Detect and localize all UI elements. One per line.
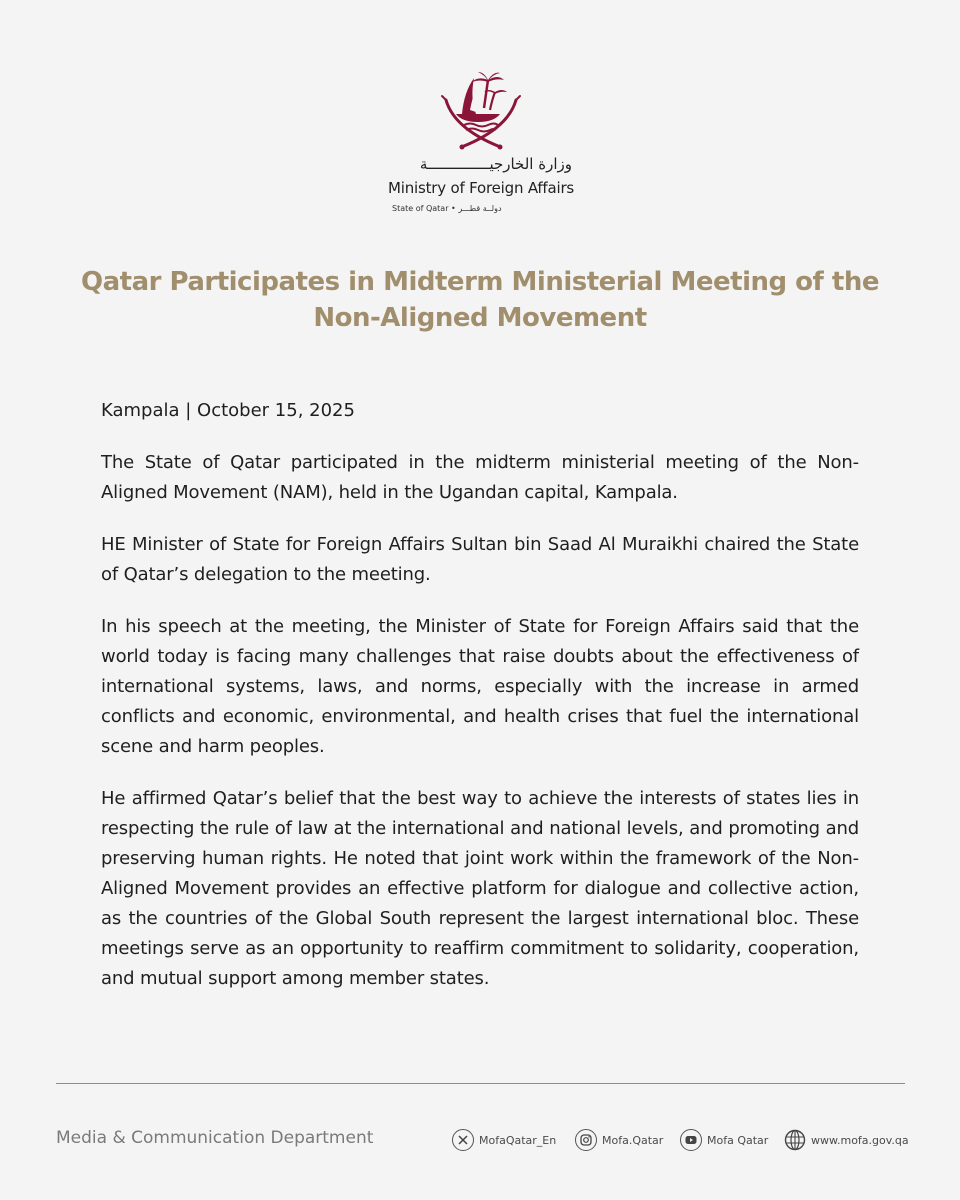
article-paragraph-1: The State of Qatar participated in the midterm ministerial meeting of the Non-Aligned Movement (NAM), held in the Ugandan capital, Kampala. — [101, 452, 859, 503]
footer-divider — [56, 1083, 905, 1084]
instagram-handle: Mofa.Qatar — [602, 1133, 664, 1147]
article-paragraph-2: HE Minister of State for Foreign Affairs Sultan bin Saad Al Muraikhi chaired the State of Qatar’s delegation to the meeting. — [101, 534, 859, 585]
website-link[interactable] — [784, 1128, 909, 1152]
x-icon — [452, 1129, 474, 1151]
instagram-icon — [575, 1129, 597, 1151]
qatar-emblem-logo — [440, 70, 522, 152]
state-of-qatar-line: State of Qatar • دولــة قطـــر — [392, 204, 502, 213]
website-url: www.mofa.gov.qa — [811, 1133, 909, 1147]
article-body — [101, 396, 859, 1016]
department-name: Media & Communication Department — [56, 1128, 374, 1148]
ministry-name-arabic: وزارة الخارجيــــــــــــــة — [419, 155, 572, 173]
youtube-social-link[interactable] — [680, 1128, 768, 1152]
youtube-icon — [680, 1129, 702, 1151]
article-paragraph-4: He affirmed Qatar’s belief that the best way to achieve the interests of states lies in respecting the rule of law at the international and national levels, and promoting and preserving human rights. He noted that joint work within the framework of the Non-Aligned Movement provides an effective platform for dialogue and collective action, as the countries of the Global South represent the largest international bloc. These meetings serve as an opportunity to reaffirm commitment to solidarity, cooperation, and mutual support among member states. — [101, 788, 859, 989]
youtube-handle: Mofa Qatar — [707, 1133, 769, 1147]
article-title: Qatar Participates in Midterm Ministerial Meeting of the Non-Aligned Movement — [81, 267, 879, 333]
instagram-social-link[interactable] — [575, 1128, 663, 1152]
globe-icon — [784, 1129, 806, 1151]
article-dateline: Kampala | October 15, 2025 — [101, 400, 355, 421]
x-handle: MofaQatar_En — [479, 1133, 557, 1147]
x-social-link[interactable] — [452, 1128, 556, 1152]
article-paragraph-3: In his speech at the meeting, the Minister of State for Foreign Affairs said that the world today is facing many challenges that raise doubts about the effectiveness of international systems, laws, and norms, especially with the increase in armed conflicts and economic, environmental, and health crises that fuel the international scene and harm peoples. — [101, 616, 859, 757]
ministry-name-english: Ministry of Foreign Affairs — [388, 179, 575, 197]
